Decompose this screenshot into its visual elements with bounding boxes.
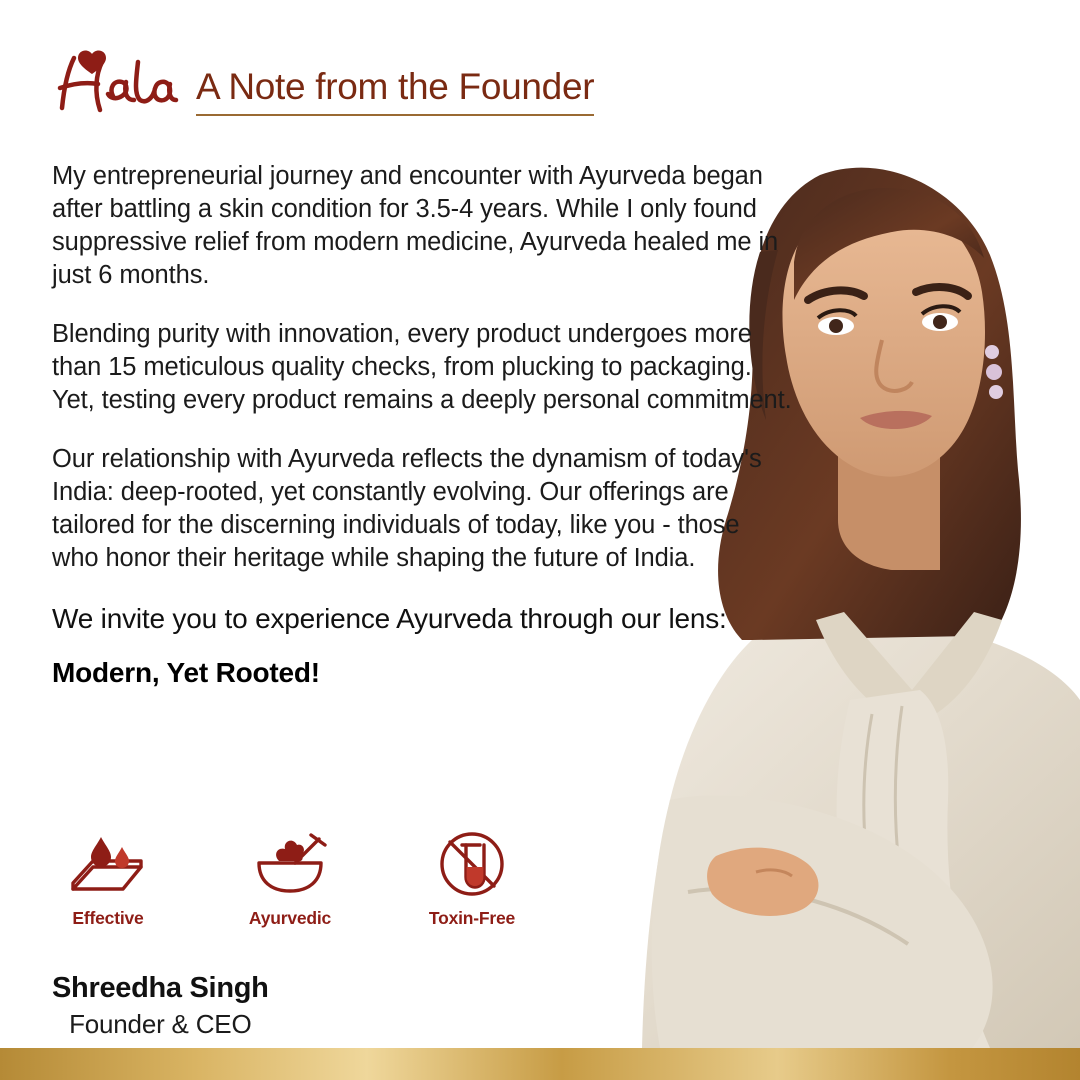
paragraph-3: Our relationship with Ayurveda reflects the dynamism of today's India: deep-rooted, yet constantly evolving. Our offerings are tailored for the discerning individuals of today, like you - those who honor their heritage while shaping the future of India. [52,445,762,572]
paragraph-1: My entrepreneurial journey and encounter with Ayurveda began after battling a skin condition for 3.5-4 years. While I only found suppressive relief from modern medicine, Ayurveda healed me in just 6 months. [52,162,779,289]
feature-badges [56,832,524,929]
badge-label: Effective [72,908,144,928]
badge-ayurvedic [238,832,342,929]
invitation-text: We invite you to experience Ayurveda through our lens: [52,603,727,634]
paragraph-2: Blending purity with innovation, every product undergoes more than 15 meticulous quality checks, from plucking to packaging. Yet, testing every product remains a deeply personal commitment. [52,320,792,414]
badge-label: Ayurvedic [248,908,332,928]
no-test-tube-icon [420,832,524,896]
heal-logo [52,48,180,120]
tagline-text: Modern, Yet Rooted! [52,657,320,688]
droplets-on-skin-icon [56,832,160,896]
mortar-and-pestle-icon [238,832,342,896]
badge-effective [56,832,160,929]
founder-name: Shreedha Singh [52,972,269,1004]
gold-accent-bar [0,1048,1080,1080]
founder-role: Founder & CEO [69,1009,252,1039]
signature-block [52,972,269,1040]
letter-body [52,160,792,691]
poster-header [52,48,594,120]
badge-label: Toxin-Free [428,908,516,928]
badge-toxin-free [420,832,524,929]
page-title: A Note from the Founder [196,66,594,116]
